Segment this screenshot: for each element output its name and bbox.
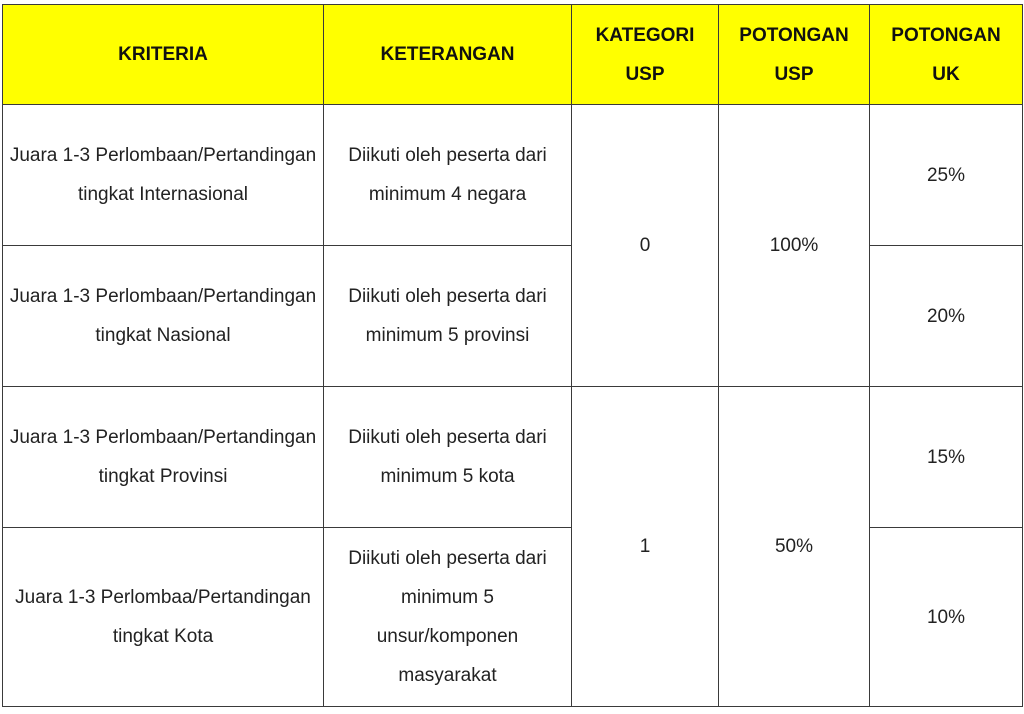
keterangan-cell: Diikuti oleh peserta dari minimum 4 negara — [324, 105, 572, 246]
header-kategori-usp: KATEGORI USP — [572, 5, 719, 105]
kriteria-cell: Juara 1-3 Perlombaan/Pertandingan tingkat Provinsi — [3, 387, 324, 528]
keterangan-cell: Diikuti oleh peserta dari minimum 5 kota — [324, 387, 572, 528]
criteria-table — [2, 4, 1023, 707]
potongan-usp-cell: 50% — [719, 387, 870, 707]
table-row — [3, 105, 1023, 246]
table-row — [3, 387, 1023, 528]
kategori-usp-cell: 1 — [572, 387, 719, 707]
kriteria-cell: Juara 1-3 Perlombaan/Pertandingan tingkat Nasional — [3, 246, 324, 387]
potongan-uk-cell: 20% — [870, 246, 1023, 387]
header-row — [3, 5, 1023, 105]
header-kriteria: KRITERIA — [3, 5, 324, 105]
keterangan-cell: Diikuti oleh peserta dari minimum 5 unsur/komponen masyarakat — [324, 528, 572, 707]
table-row — [3, 528, 1023, 707]
potongan-uk-cell: 10% — [870, 528, 1023, 707]
potongan-usp-cell: 100% — [719, 105, 870, 387]
kriteria-cell: Juara 1-3 Perlombaan/Pertandingan tingkat Internasional — [3, 105, 324, 246]
potongan-uk-cell: 25% — [870, 105, 1023, 246]
potongan-uk-cell: 15% — [870, 387, 1023, 528]
table-row — [3, 246, 1023, 387]
keterangan-cell: Diikuti oleh peserta dari minimum 5 provinsi — [324, 246, 572, 387]
header-potongan-usp: POTONGAN USP — [719, 5, 870, 105]
kriteria-cell: Juara 1-3 Perlombaa/Pertandingan tingkat Kota — [3, 528, 324, 707]
kategori-usp-cell: 0 — [572, 105, 719, 387]
header-keterangan: KETERANGAN — [324, 5, 572, 105]
header-potongan-uk: POTONGAN UK — [870, 5, 1023, 105]
